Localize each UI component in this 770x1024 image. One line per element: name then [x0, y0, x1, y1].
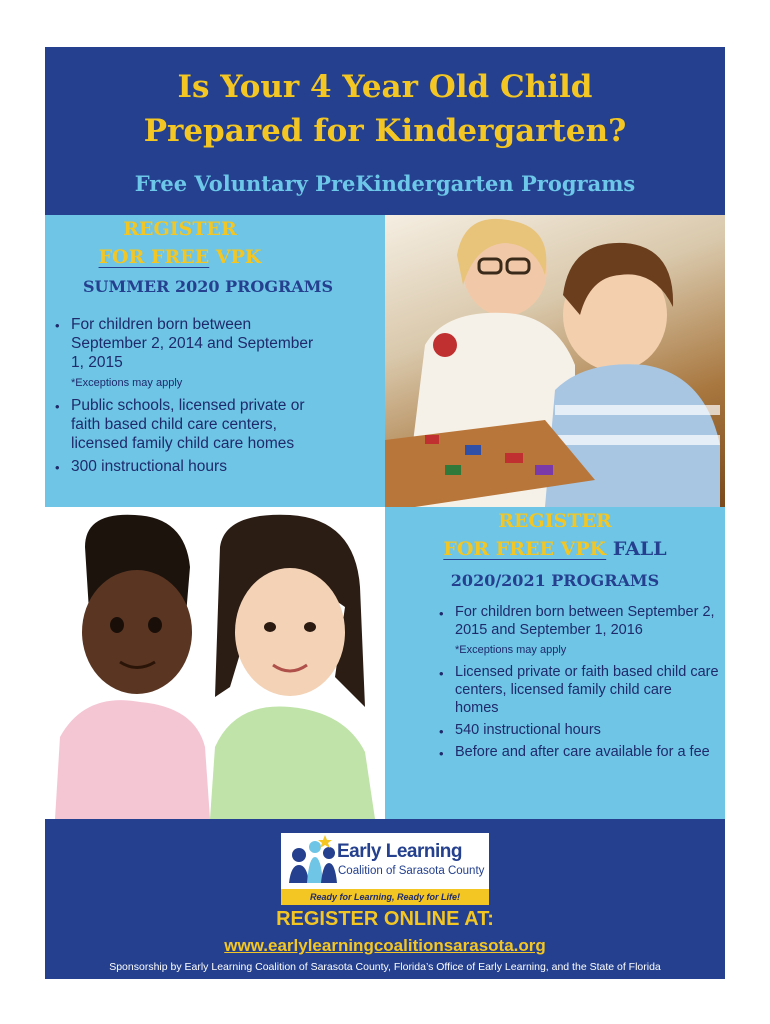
fall-register-text: REGISTER [498, 510, 612, 532]
title-line-2: Prepared for Kindergarten? [143, 113, 627, 149]
website-link[interactable]: www.earlylearningcoalitionsarasota.org [224, 936, 546, 955]
fall-bullet-list [437, 603, 719, 639]
page-title [45, 65, 725, 153]
early-learning-logo [281, 833, 489, 905]
summer-register-heading [45, 215, 315, 271]
photo-woman-and-boy [385, 215, 725, 507]
logo-title: Early Learning [337, 841, 462, 862]
fall-bullet-hours: • 540 instructional hours [439, 722, 601, 739]
summer-program-panel [45, 215, 385, 507]
fall-bullet-locations: • Licensed private or faith based child care centers, licensed family child care homes [439, 664, 719, 716]
sponsorship-text: Sponsorship by Early Learning Coalition of Sarasota County, Florida’s Office of Early Learning, and the State of Florida [109, 961, 661, 973]
bullet-dot: • [439, 666, 444, 681]
register-online-heading: REGISTER ONLINE AT: [276, 908, 494, 930]
fall-program-panel [385, 507, 725, 819]
bullet-dot: • [439, 724, 444, 739]
summer-bullet-list [53, 315, 315, 372]
logo-tagline: Ready for Learning, Ready for Life! [281, 889, 489, 905]
fall-programs-heading: 2020/2021 PROGRAMS [450, 571, 660, 590]
summer-bullet-hours: • 300 instructional hours [55, 458, 227, 475]
bullet-dot: • [55, 318, 60, 333]
fall-for-free-vpk-text: FOR FREE VPK [443, 538, 607, 560]
family-figures-icon [285, 835, 341, 887]
photo-two-girls-illustration [45, 507, 385, 819]
fall-register-heading [385, 507, 725, 563]
fall-bullet-before-after-care: • Before and after care available for a fee [439, 744, 710, 761]
bullet-dot: • [55, 460, 60, 475]
fall-bullet-birthdates: • For children born between September 2, 2015 and September 1, 2016 [439, 604, 715, 638]
summer-bullet-locations: • Public schools, licensed private or faith based child care centers, licensed family child care homes [55, 397, 305, 452]
photo-woman-and-boy-illustration [385, 215, 725, 507]
photo-two-girls [45, 507, 385, 819]
fall-exceptions-note: *Exceptions may apply [455, 644, 567, 656]
summer-vpk-text: VPK [209, 246, 262, 268]
fall-fall-text: FALL [606, 538, 667, 560]
bullet-dot: • [439, 746, 444, 761]
summer-for-free-text: FOR FREE [98, 246, 210, 268]
summer-exceptions-note: *Exceptions may apply [71, 377, 183, 389]
summer-bullet-birthdates: • For children born between September 2, 2014 and September 1, 2015 [55, 316, 314, 371]
flyer [45, 47, 725, 979]
bullet-dot: • [55, 399, 60, 414]
title-line-1: Is Your 4 Year Old Child [177, 69, 593, 105]
bullet-dot: • [439, 606, 444, 621]
summer-register-text: REGISTER [123, 218, 237, 240]
summer-programs-heading: SUMMER 2020 PROGRAMS [83, 277, 333, 296]
page-subtitle: Free Voluntary PreKindergarten Programs [134, 171, 636, 196]
logo-subtitle: Coalition of Sarasota County [338, 865, 485, 877]
